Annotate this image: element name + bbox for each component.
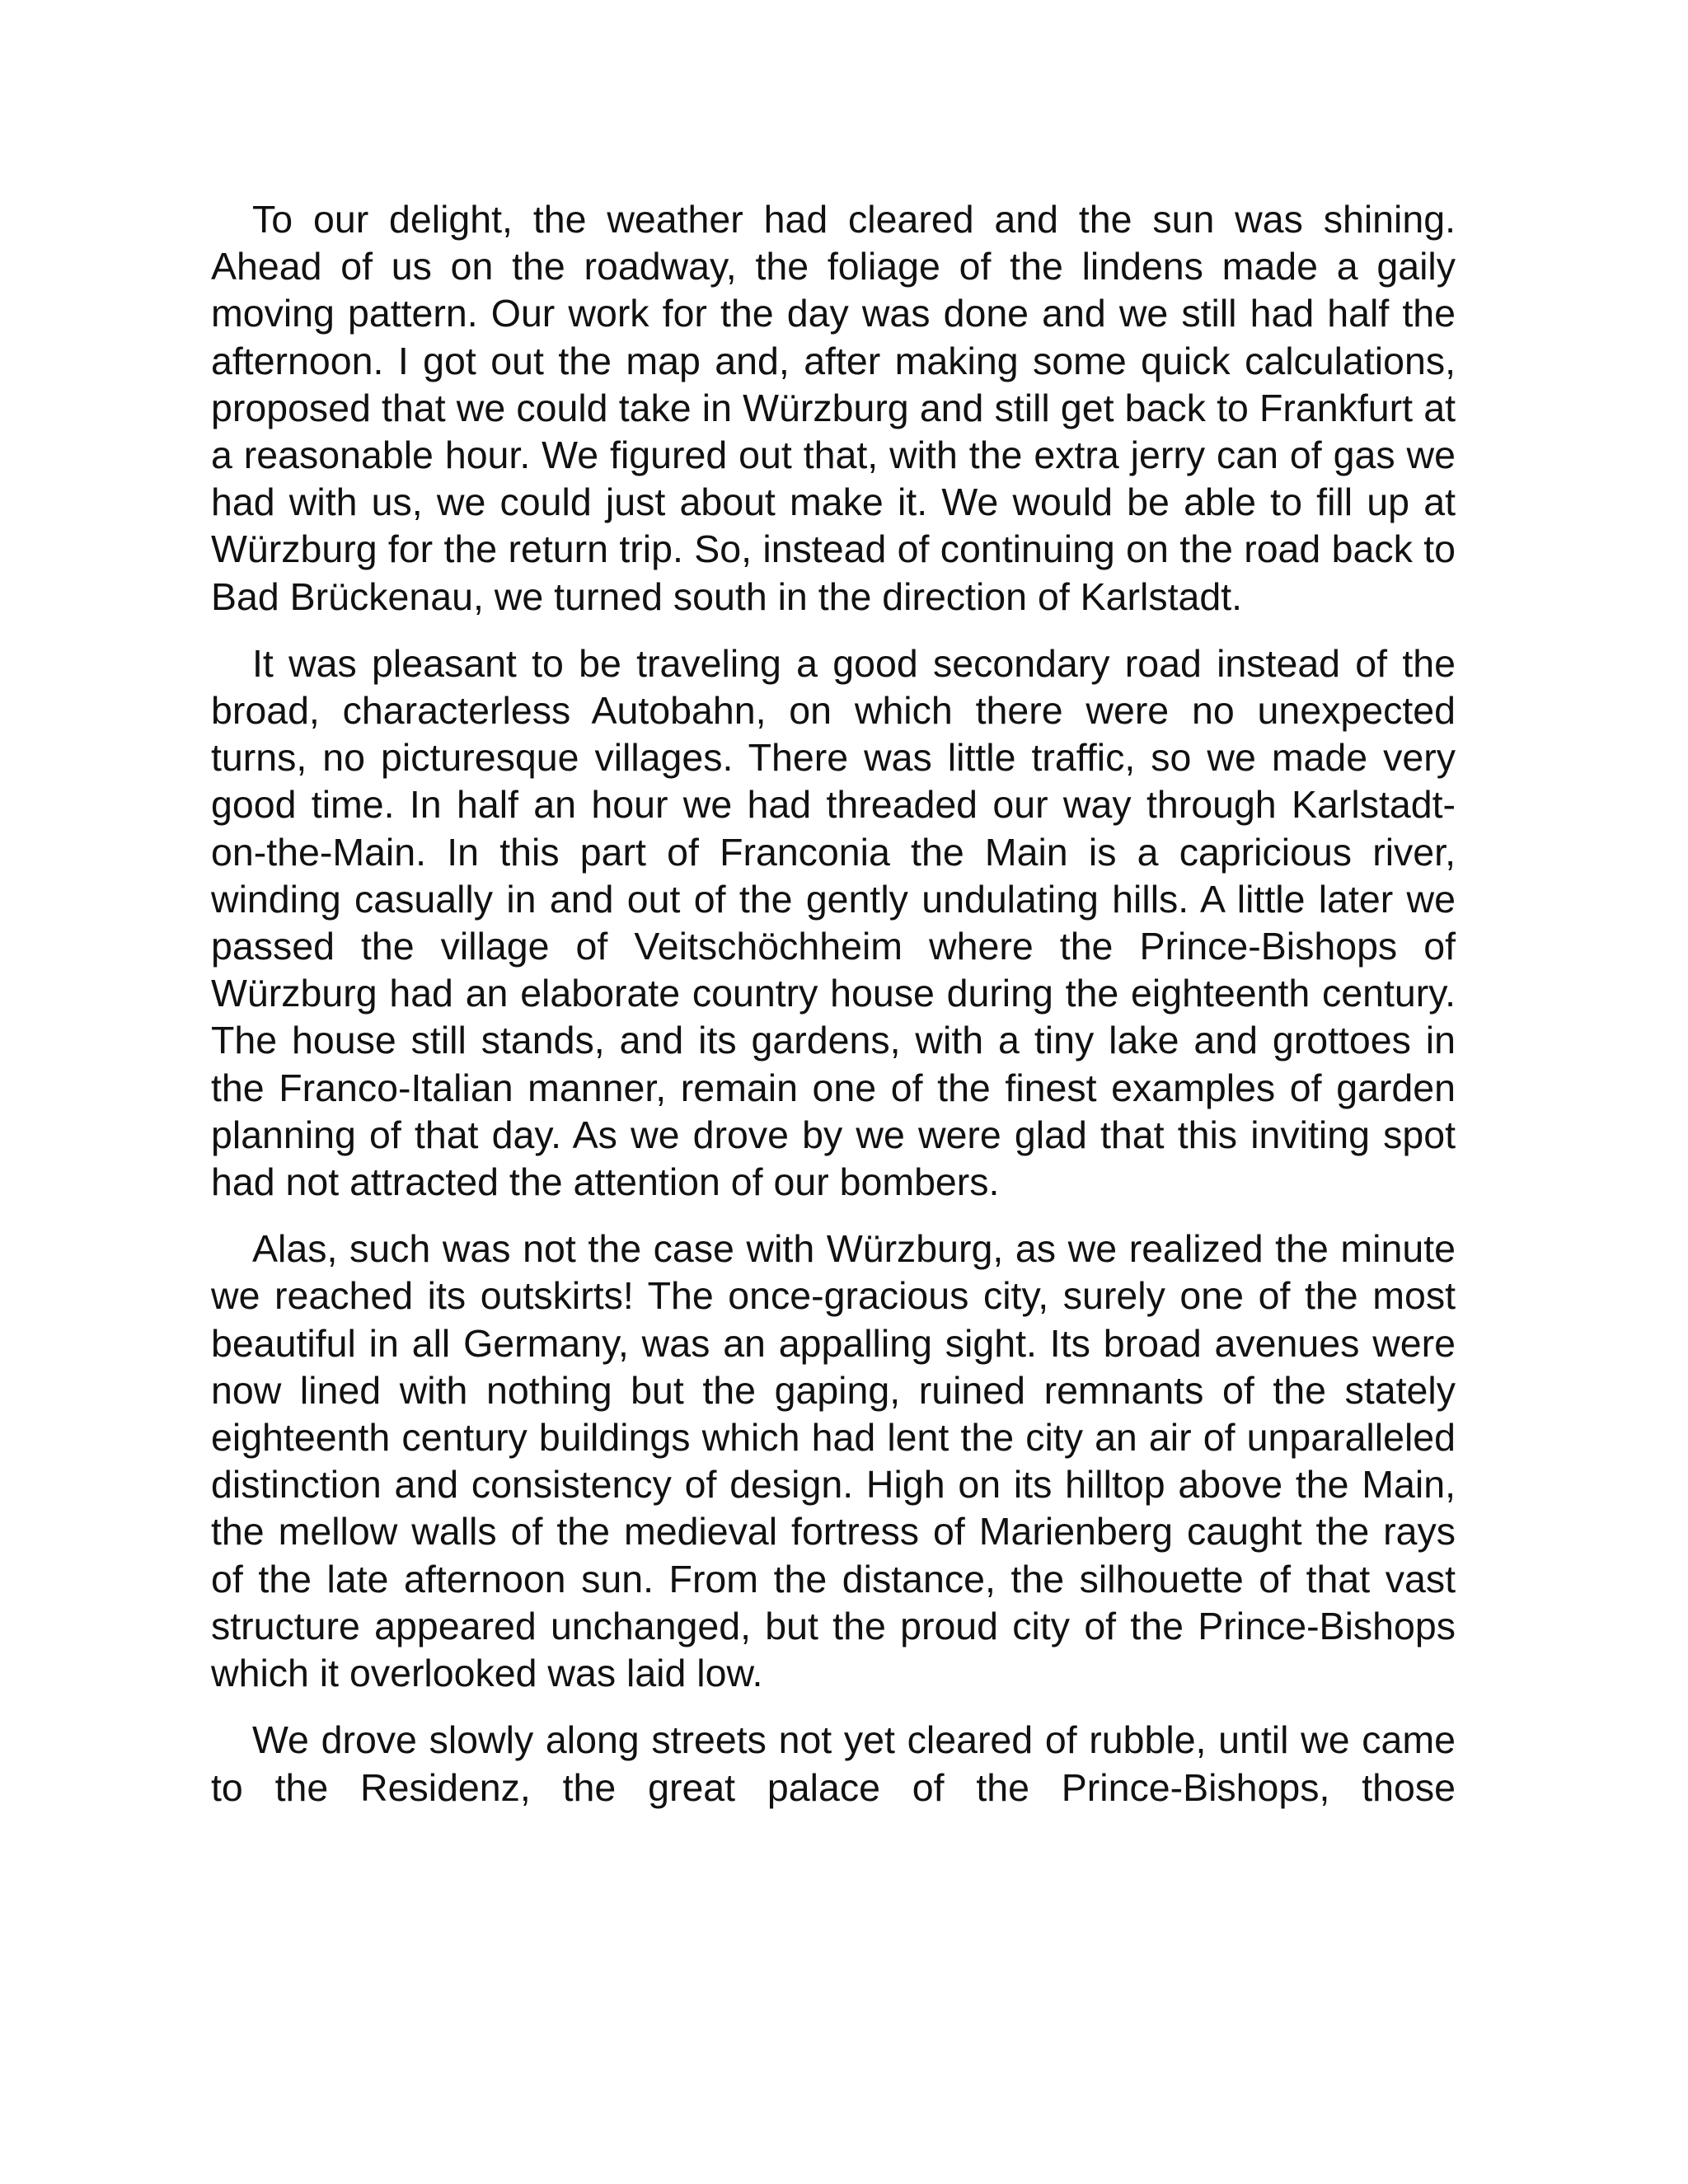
- paragraph-1: To our delight, the weather had cleared and the sun was shining. Ahead of us on the roadway, the foliage of the lindens made a gaily moving pattern. Our work for the day was done and we still had half the afternoon. I got out the map and, after making some quick calculations, proposed that we could take in Würzburg and still get back to Frankfurt at a reasonable hour. We figured out that, with the extra jerry can of gas we had with us, we could just about make it. We would be able to fill up at Würzburg for the return trip. So, instead of continuing on the road back to Bad Brückenau, we turned south in the direction of Karlstadt.: [211, 198, 1456, 618]
- paragraph-4: We drove slowly along streets not yet cleared of rubble, until we came to the Residenz, the great palace of the Prince-Bishops, those: [211, 1718, 1456, 1809]
- document-page: [211, 196, 1456, 1811]
- paragraph-2: It was pleasant to be traveling a good secondary road instead of the broad, characterless Autobahn, on which there were no unexpected turns, no picturesque villages. There was little traffic, so we made very good time. In half an hour we had threaded our way through Karlstadt-on-the-Main. In this part of Franconia the Main is a capricious river, winding casually in and out of the gently undulating hills. A little later we passed the village of Veitschöchheim where the Prince-Bishops of Würzburg had an elaborate country house during the eighteenth century. The house still stands, and its gardens, with a tiny lake and grottoes in the Franco-Italian manner, remain one of the finest examples of garden planning of that day. As we drove by we were glad that this inviting spot had not attracted the attention of our bombers.: [211, 641, 1456, 1204]
- paragraph-3: Alas, such was not the case with Würzburg, as we realized the minute we reached its outskirts! The once-gracious city, surely one of the most beautiful in all Germany, was an appalling sight. Its broad avenues were now lined with nothing but the gaping, ruined remnants of the stately eighteenth century buildings which had lent the city an air of unparalleled distinction and consistency of design. High on its hilltop above the Main, the mellow walls of the medieval fortress of Marienberg caught the rays of the late afternoon sun. From the distance, the silhouette of that vast structure appeared unchanged, but the proud city of the Prince-Bishops which it overlooked was laid low.: [211, 1227, 1456, 1695]
